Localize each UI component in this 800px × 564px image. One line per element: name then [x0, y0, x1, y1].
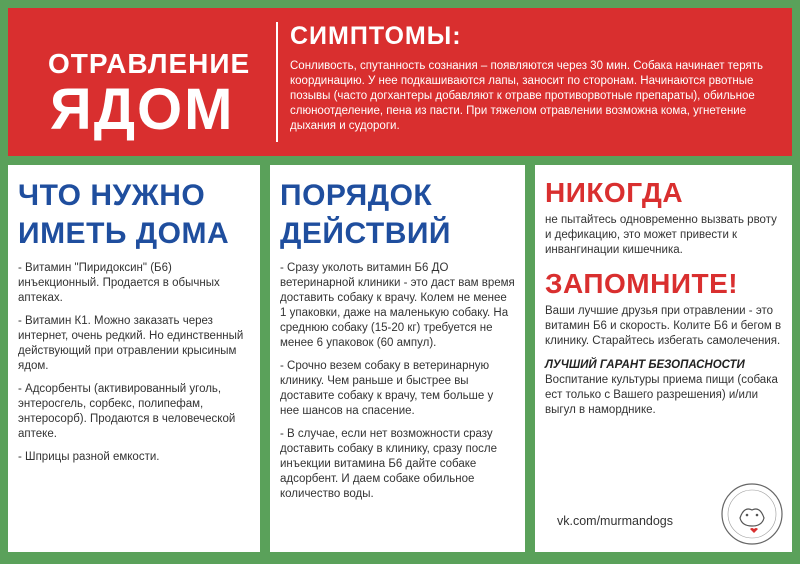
poster-title-line2: ЯДОМ	[50, 77, 235, 142]
list-item: - Шприцы разной емкости.	[18, 451, 160, 463]
poster-title-block	[8, 8, 276, 156]
panel-what-to-have	[8, 165, 260, 552]
vk-link[interactable]: vk.com/murmandogs	[557, 514, 674, 528]
symptoms-text: Сонливость, спутанность сознания – появляются через 30 мин. Собака начинает терять координацию. У нее подкашиваются лапы, заносит по сторонам. Начинаются рвотные позывы (часто догхантеры добавляют к отраве противорвотные препараты), обильное слюноотделение, пена из пасти. При тяжелом отравлении возможна кома, угнетение дыхания и судороги.	[290, 60, 763, 132]
symptoms-heading: СИМПТОМЫ:	[290, 22, 462, 50]
list-item: - Витамин "Пиридоксин" (Б6) инъекционный. Продается в обычных аптеках.	[18, 262, 220, 304]
panel-procedure	[270, 165, 525, 552]
list-item: - Срочно везем собаку в ветеринарную клинику. Чем раньше и быстрее вы доставите собаку к врачу, тем больше у нее шансов на спасение.	[280, 360, 494, 417]
heading-line: ДЕЙСТВИЙ	[280, 217, 451, 250]
top-banner	[8, 8, 792, 156]
heading-line: ЧТО НУЖНО	[18, 179, 206, 212]
poster-title-line1: ОТРАВЛЕНИЕ	[48, 48, 251, 79]
panel-heading-what-to-have	[18, 177, 250, 253]
list-item: - В случае, если нет возможности сразу доставить собаку в клинику, сразу после инъекции витамина Б6 дайте собаке адсорбент. И даем собаке обильное количество воды.	[280, 428, 497, 500]
organization-logo-icon	[720, 482, 784, 546]
remember-heading: ЗАПОМНИТЕ!	[545, 268, 739, 299]
panel-heading-procedure	[280, 177, 515, 253]
heading-line: ПОРЯДОК	[280, 179, 433, 212]
safety-text: Воспитание культуры приема пищи (собака ест только с Вашего разрешения) и/или выгул в наморднике.	[545, 374, 778, 416]
safety-heading: ЛУЧШИЙ ГАРАНТ БЕЗОПАСНОСТИ	[545, 359, 745, 371]
list-item: - Адсорбенты (активированный уголь, энтеросгель, сорбекс, полипефам, энтеросорб). Продаются в человеческой аптеке.	[18, 383, 236, 440]
banner-divider	[276, 22, 278, 142]
list-item: - Витамин К1. Можно заказать через интернет, очень редкий. Но единственный действующий при отравлении крысиным ядом.	[18, 315, 244, 372]
never-text: не пытайтесь одновременно вызвать рвоту и дефикацию, это может привести к инвангинации кишечника.	[545, 214, 777, 256]
never-heading: НИКОГДА	[545, 177, 684, 208]
heading-line: ИМЕТЬ ДОМА	[18, 217, 230, 250]
symptoms-block	[290, 22, 780, 152]
list-item: - Сразу уколоть витамин Б6 ДО ветеринарной клиники - это даст вам время доставить собаку к врачу. Колем не менее 1 упаковки, даже на маленькую собаку. На среднюю собаку (15-20 кг) требуется не менее 6 упаковок (60 ампул).	[280, 262, 515, 349]
panel-never-remember	[535, 165, 792, 552]
remember-text: Ваши лучшие друзья при отравлении - это витамин Б6 и скорость. Колите Б6 и бегом в клинику. Старайтесь избегать самолечения.	[545, 305, 782, 347]
